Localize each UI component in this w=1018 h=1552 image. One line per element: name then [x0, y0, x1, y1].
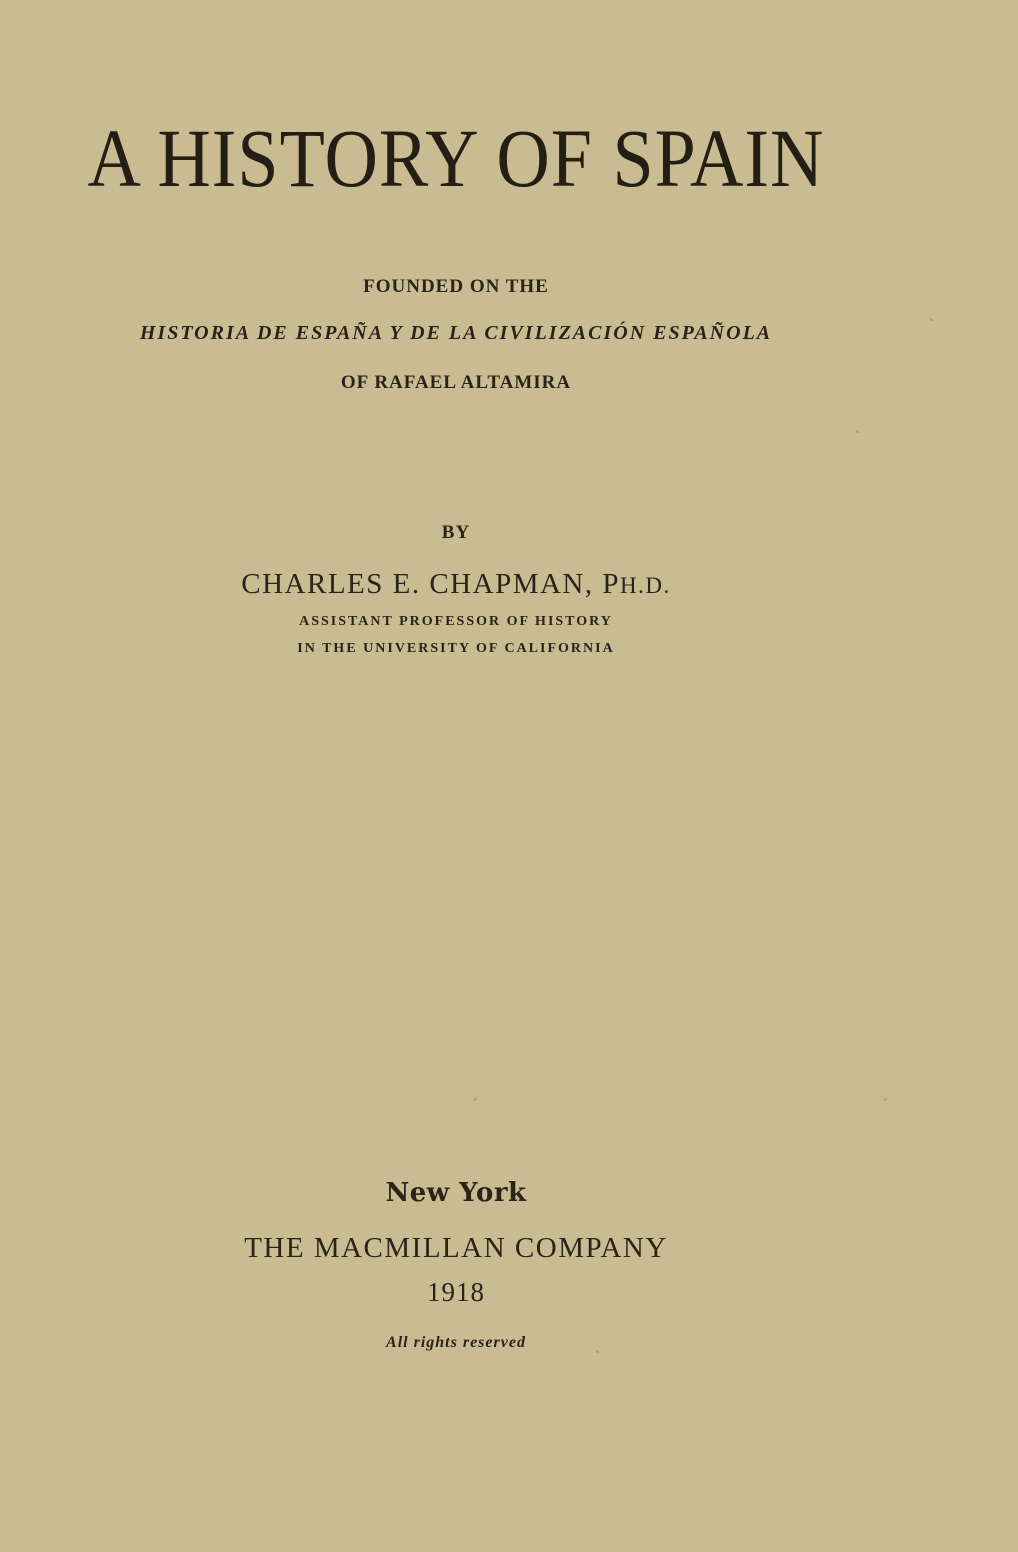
source-work-title: HISTORIA DE ESPAÑA Y DE LA CIVILIZACIÓN ESPAÑOLA: [139, 322, 773, 344]
by-label: BY: [441, 522, 471, 543]
author-position: ASSISTANT PROFESSOR OF HISTORY: [299, 614, 613, 629]
author-name-text: CHARLES E. CHAPMAN,: [241, 568, 594, 600]
paper-speck: [474, 1098, 477, 1101]
rights-notice: All rights reserved: [386, 1334, 526, 1351]
publication-place: New York: [385, 1178, 527, 1208]
paper-speck: [856, 430, 859, 433]
publication-year: 1918: [427, 1277, 485, 1307]
author-affiliation: IN THE UNIVERSITY OF CALIFORNIA: [297, 641, 615, 656]
paper-speck: [596, 1350, 599, 1353]
paper-speck: [884, 1098, 887, 1101]
author-degree-initial: P: [602, 568, 621, 600]
paper-speck: [930, 318, 933, 321]
source-author: OF RAFAEL ALTAMIRA: [340, 372, 572, 393]
founded-on-label: FOUNDED ON THE: [363, 276, 549, 297]
author-name: [0, 568, 912, 601]
publisher-name: THE MACMILLAN COMPANY: [244, 1232, 668, 1264]
author-degree-rest: H.D.: [620, 573, 671, 598]
book-title: A HISTORY OF SPAIN: [87, 113, 825, 205]
